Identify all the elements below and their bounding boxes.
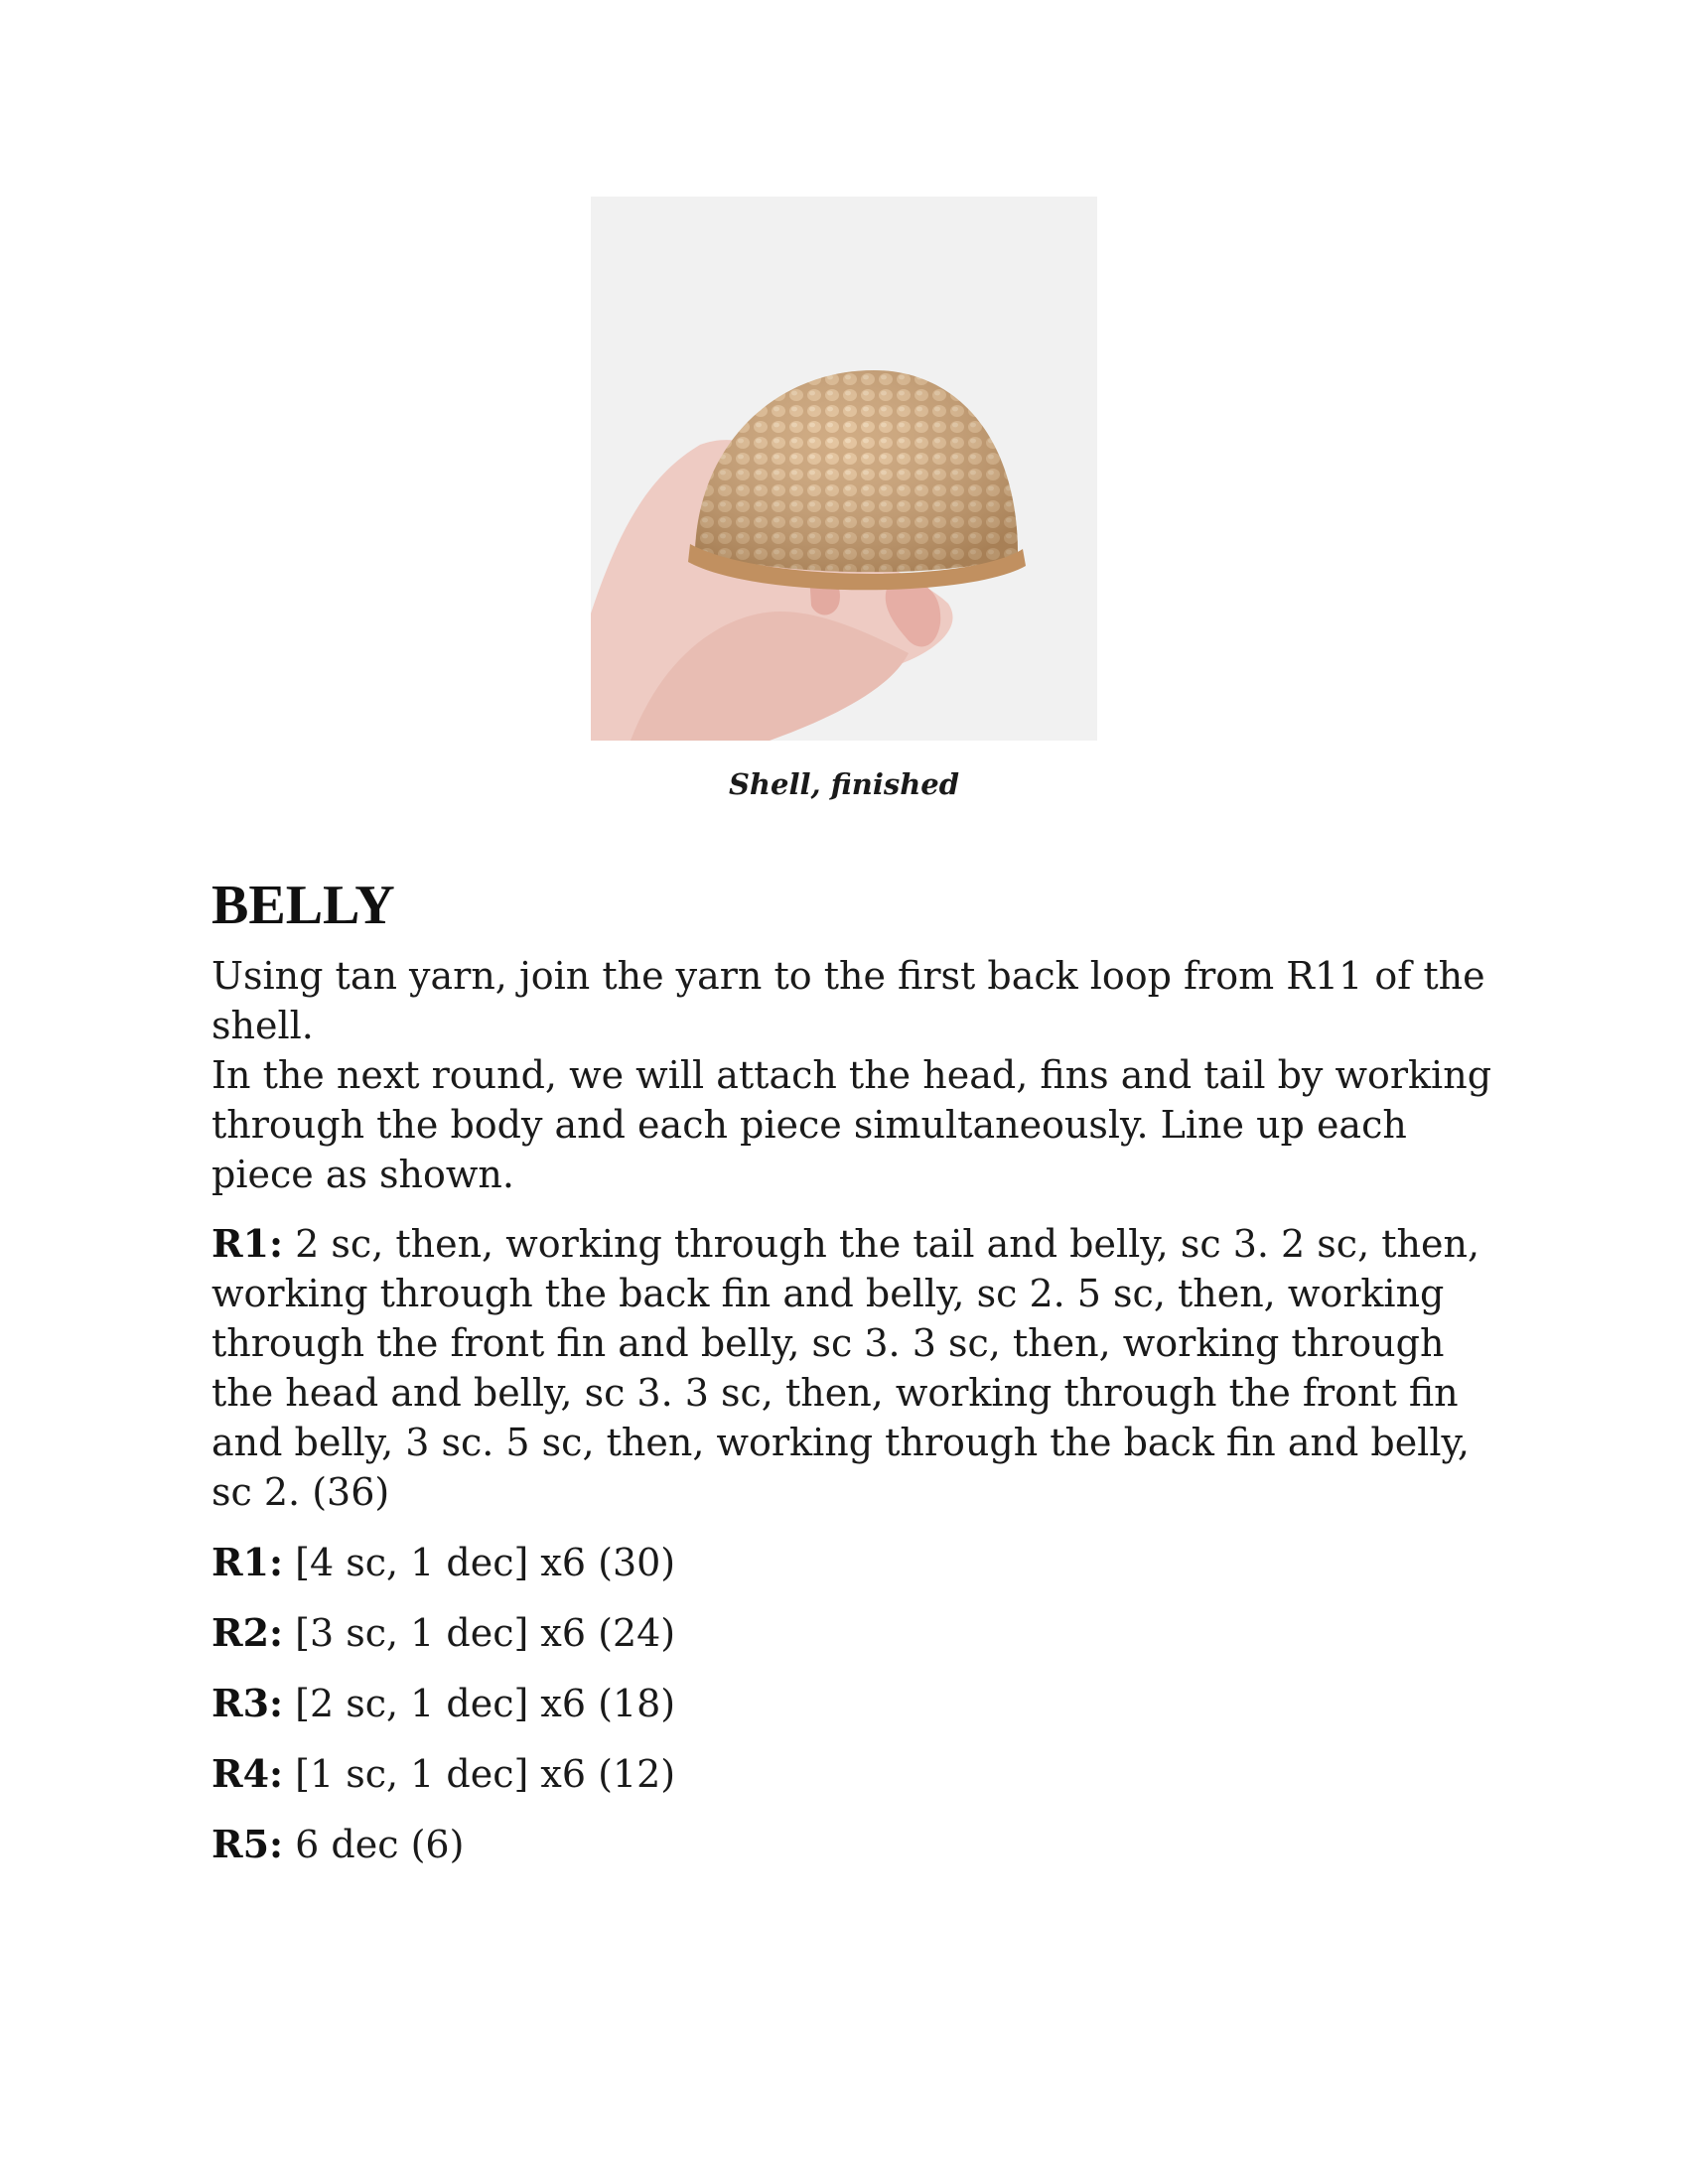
round-instruction — [211, 1749, 1502, 1799]
round-label: R1: — [211, 1221, 284, 1266]
round-instruction — [211, 1538, 1502, 1587]
round-instruction — [211, 1219, 1502, 1517]
round-text: [4 sc, 1 dec] x6 (30) — [295, 1541, 676, 1584]
round-label: R1: — [211, 1540, 284, 1584]
round-text: [1 sc, 1 dec] x6 (12) — [295, 1752, 676, 1796]
round-label: R4: — [211, 1751, 284, 1796]
round-instruction — [211, 1820, 1502, 1869]
shell-photo — [591, 197, 1097, 741]
intro-paragraph: Using tan yarn, join the yarn to the first back loop from R11 of the shell. — [211, 954, 1485, 1047]
section-title: BELLY — [211, 875, 395, 936]
round-instruction — [211, 1608, 1502, 1658]
intro-paragraph: In the next round, we will attach the head, fins and tail by working through the body and each piece simultaneously. Line up each piece as shown. — [211, 1053, 1492, 1196]
belly-section — [211, 874, 1502, 1869]
round-text: 6 dec (6) — [295, 1823, 465, 1866]
round-text: [2 sc, 1 dec] x6 (18) — [295, 1682, 676, 1725]
round-instruction — [211, 1679, 1502, 1728]
round-text: [3 sc, 1 dec] x6 (24) — [295, 1611, 676, 1655]
figure-caption: Shell, finished — [728, 767, 960, 801]
round-text: 2 sc, then, working through the tail and belly, sc 3. 2 sc, then, working through the back fin and belly, sc 2. 5 sc, then, working through the front fin and belly, sc 3. 3 sc, then, working through the head and belly, sc 3. 3 sc, then, working through the front fin and belly, 3 sc. 5 sc, then, working through the back fin and belly, sc 2. (36) — [211, 1222, 1480, 1514]
round-label: R3: — [211, 1681, 284, 1725]
round-label: R5: — [211, 1822, 284, 1866]
round-label: R2: — [211, 1610, 284, 1655]
